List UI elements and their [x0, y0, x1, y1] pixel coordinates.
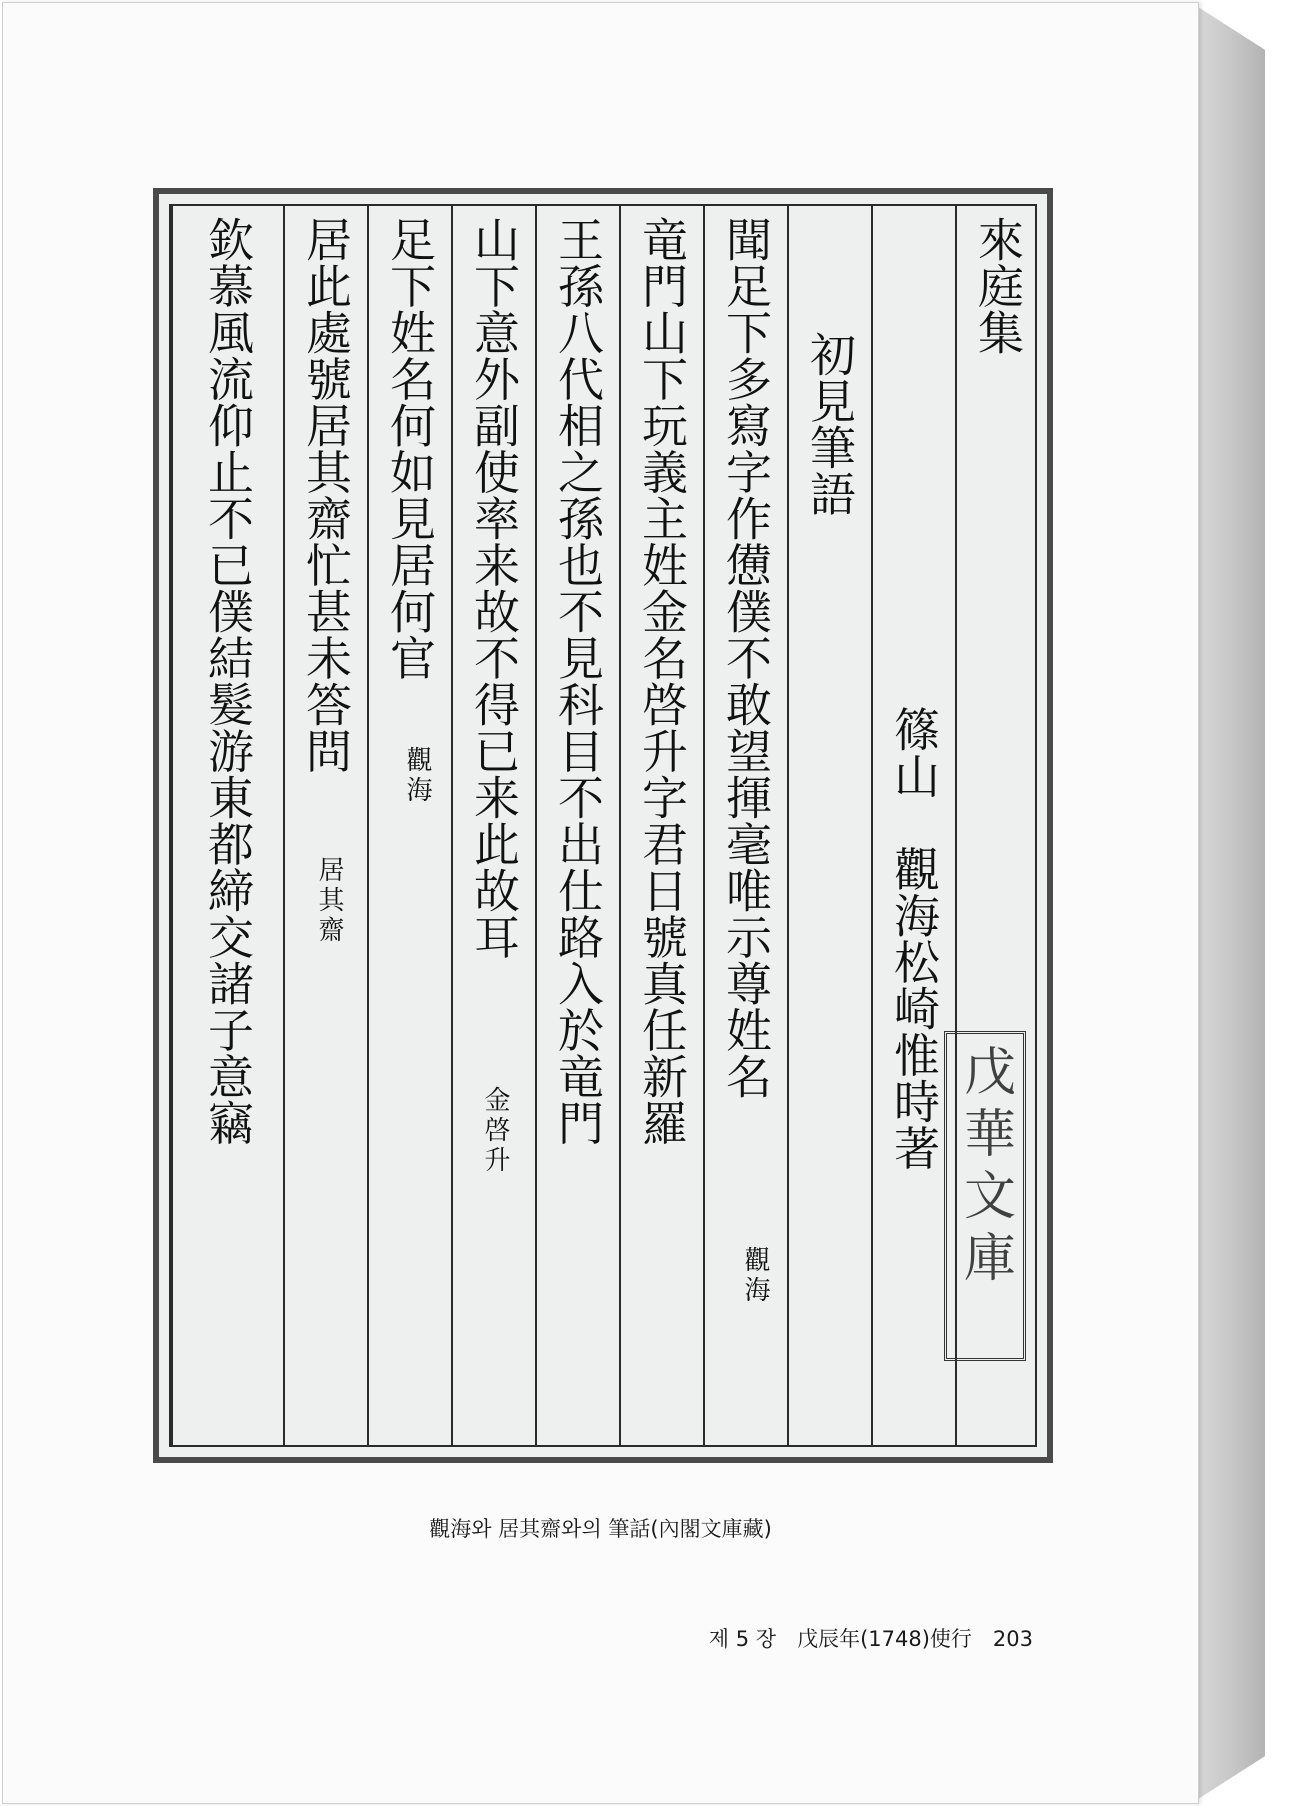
book-page	[2, 2, 1199, 1804]
text-line-3: 王孫八代相之孫也不見科目不出仕路入於竜門	[551, 216, 605, 1146]
speaker-note-1: 觀海	[740, 1246, 770, 1306]
figure-caption: 觀海와 居其齋와의 筆話(內閣文庫藏)	[429, 1517, 772, 1541]
text-line-5: 足下姓名何如見居何官	[383, 216, 437, 681]
page-footer: 제 5 장 戊辰年(1748)使行 203	[708, 1627, 1033, 1651]
text-line-7: 欽慕風流仰止不已僕結髮游東都締交諸子意竊	[201, 216, 255, 1146]
column-text-7	[171, 206, 283, 1445]
text-line-2: 竜門山下玩義主姓金名啓升字君日號真任新羅	[635, 216, 689, 1146]
column-text-5	[367, 206, 451, 1445]
author-header: 篠山 觀海松崎惟時著	[887, 706, 941, 1171]
column-text-1	[703, 206, 787, 1445]
column-text-2	[619, 206, 703, 1445]
column-text-4	[451, 206, 535, 1445]
book-side-edge	[1195, 5, 1265, 1801]
library-seal-stamp	[944, 1031, 1026, 1361]
speaker-note-6: 居其齋	[314, 856, 344, 946]
text-line-1: 聞足下多寫字作憊僕不敢望揮毫唯示尊姓名	[719, 216, 773, 1100]
manuscript-frame	[169, 204, 1037, 1447]
manuscript-plate	[153, 188, 1053, 1463]
column-article-title	[787, 206, 871, 1445]
column-text-3	[535, 206, 619, 1445]
column-text-6	[283, 206, 367, 1445]
text-line-4: 山下意外副使率来故不得已来此故耳	[467, 216, 521, 960]
article-title: 初見筆語	[803, 331, 857, 517]
column-author-header	[871, 206, 955, 1445]
stamp-text: 戊華文庫	[954, 1044, 1015, 1292]
speaker-note-5: 觀海	[402, 746, 432, 806]
text-line-6: 居此處號居其齋忙甚未答問	[299, 216, 353, 774]
book-title: 來庭集	[971, 216, 1025, 356]
speaker-note-4: 金啓升	[480, 1086, 510, 1176]
